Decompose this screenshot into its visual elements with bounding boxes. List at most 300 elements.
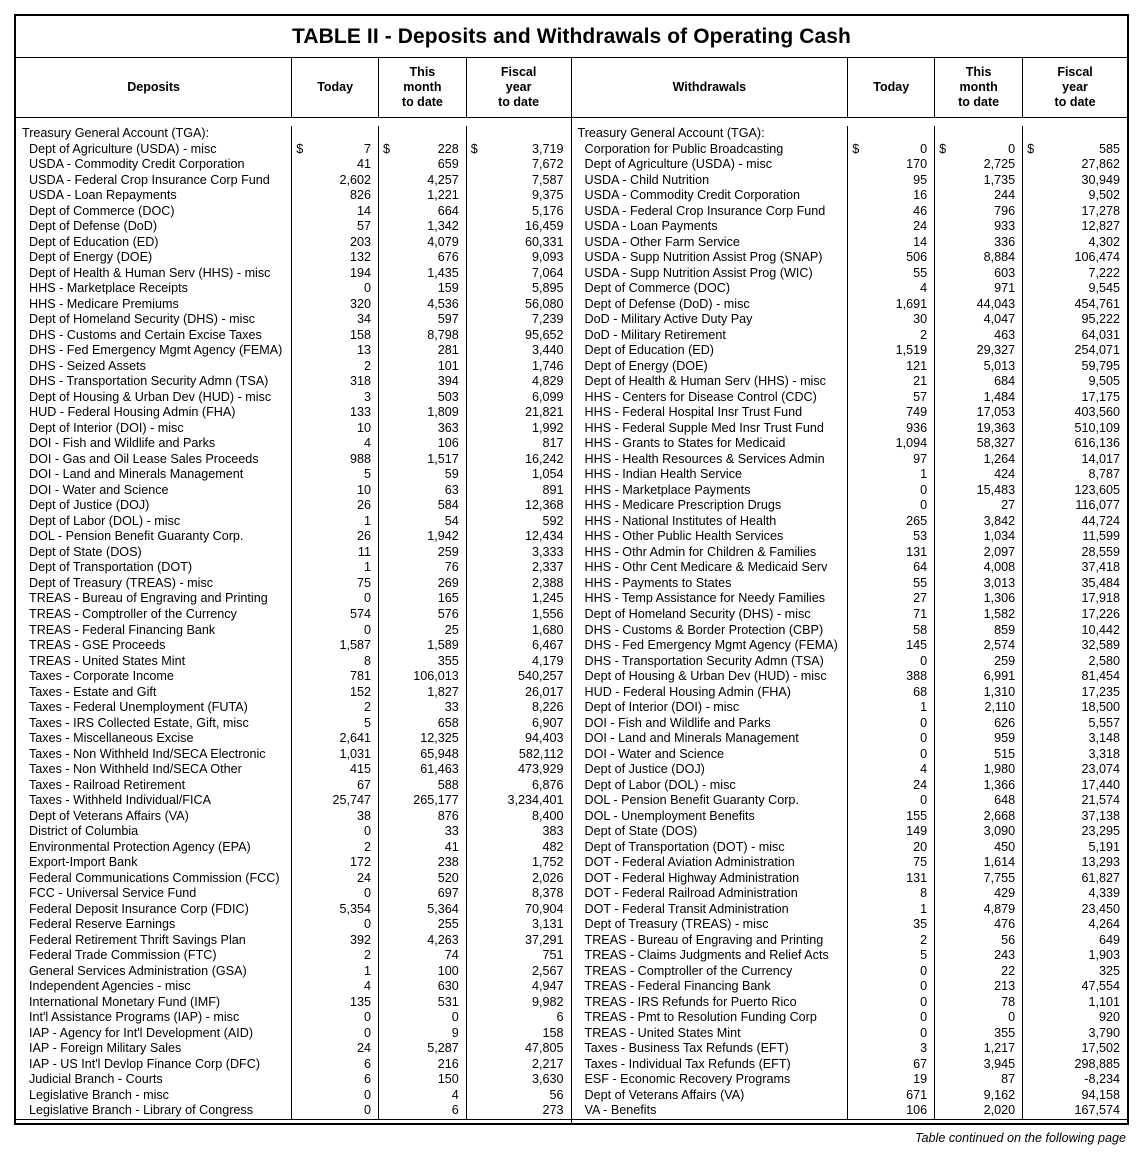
cell-fytd: [1022, 405, 1127, 421]
table-row: [16, 452, 571, 468]
row-label: DOL - Unemployment Benefits: [584, 808, 755, 823]
cell-value: 21: [913, 374, 928, 389]
cell-mtd: [378, 421, 466, 437]
cell-value: 75: [913, 855, 928, 870]
cell-value: 12,325: [420, 731, 459, 746]
cell-value: 4,829: [531, 374, 564, 389]
cell-value: 12,368: [524, 498, 564, 513]
cell-value: 70,904: [524, 901, 564, 916]
cell-mtd: [934, 312, 1022, 328]
cell-value: 56: [549, 1087, 564, 1102]
fytd-line-1: Fiscal: [1057, 65, 1093, 80]
cell-mtd: [934, 638, 1022, 654]
cell-mtd: [934, 250, 1022, 266]
cell-fytd: [1022, 979, 1127, 995]
row-label: USDA - Other Farm Service: [584, 234, 740, 249]
table-row: [572, 685, 1128, 701]
table-row: [572, 762, 1128, 778]
cell-today: [291, 1103, 378, 1119]
table-row: [16, 793, 571, 809]
row-label: TREAS - Bureau of Engraving and Printing: [584, 932, 824, 947]
cell-value: 34: [356, 312, 371, 327]
row-label: DHS - Fed Emergency Mgmt Agency (FEMA): [584, 638, 838, 653]
cell-value: 16: [913, 188, 928, 203]
cell-value: 65,948: [420, 746, 459, 761]
cell-value: 106,013: [413, 669, 459, 684]
cell-value: 1,942: [427, 529, 459, 544]
table-row: [572, 995, 1128, 1011]
cell-today: [847, 235, 934, 251]
table-row: [16, 436, 571, 452]
table-row: [16, 250, 571, 266]
cell-today: [291, 902, 378, 918]
row-label: TREAS - United States Mint: [29, 653, 186, 668]
table-row: [572, 188, 1128, 204]
cell-mtd: [378, 778, 466, 794]
cell-value: 75: [356, 575, 371, 590]
cell-value: 2: [363, 948, 371, 963]
cell-value: 7,755: [983, 870, 1016, 885]
cell-today: [847, 623, 934, 639]
table-row: [572, 374, 1128, 390]
cell-mtd: [934, 328, 1022, 344]
cell-value: 424: [994, 467, 1016, 482]
cell-value: 3,719: [531, 141, 564, 156]
cell-fytd: [1022, 250, 1127, 266]
cell-value: 2,388: [531, 575, 564, 590]
cell-today: [291, 266, 378, 282]
cell-value: 24: [356, 870, 371, 885]
cell-value: 2,217: [531, 1056, 564, 1071]
cell-value: 1,366: [983, 777, 1016, 792]
table-row: [16, 467, 571, 483]
cell-today: [847, 529, 934, 545]
cell-value: 30,949: [1081, 172, 1120, 187]
cell-value: 454,761: [1074, 296, 1120, 311]
cell-value: 74: [444, 948, 459, 963]
row-label: IAP - US Int'l Devlop Finance Corp (DFC): [29, 1056, 261, 1071]
cell-today: [291, 871, 378, 887]
table-row: [16, 762, 571, 778]
cell-value: 58,327: [976, 436, 1016, 451]
cell-value: 1,221: [427, 188, 459, 203]
cell-mtd: [934, 1010, 1022, 1026]
row-label: HHS - Health Resources & Services Admin: [584, 451, 825, 466]
cell-value: 363: [437, 420, 459, 435]
cell-mtd: [378, 591, 466, 607]
cell-mtd: [378, 219, 466, 235]
cell-value: 216: [437, 1056, 459, 1071]
cell-fytd: [466, 545, 571, 561]
empty-cell: [291, 126, 378, 142]
mtd-line-2: month: [959, 80, 998, 95]
cell-value: 131: [906, 870, 928, 885]
cell-value: 41: [444, 839, 459, 854]
section-label-row: [16, 126, 571, 142]
row-label: DOT - Federal Aviation Administration: [584, 855, 795, 870]
cell-mtd: [934, 452, 1022, 468]
cell-fytd: [1022, 700, 1127, 716]
table-row: [16, 157, 571, 173]
cell-value: 0: [920, 1025, 928, 1040]
cell-value: 1,484: [983, 389, 1016, 404]
table-row: [572, 1041, 1128, 1057]
row-label: HHS - Temp Assistance for Needy Families: [584, 591, 826, 606]
cell-value: 355: [994, 1025, 1016, 1040]
cell-fytd: [466, 793, 571, 809]
cell-fytd: [466, 855, 571, 871]
cell-fytd: [1022, 623, 1127, 639]
cell-fytd: [466, 747, 571, 763]
cell-value: 5,287: [427, 1041, 459, 1056]
table-row: [572, 235, 1128, 251]
cell-value: 2,110: [984, 700, 1016, 715]
row-label: Dept of Veterans Affairs (VA): [584, 1087, 745, 1102]
cell-value: 0: [363, 281, 371, 296]
cell-value: 1,054: [531, 467, 564, 482]
cell-today: [847, 250, 934, 266]
cell-value: 10: [356, 482, 371, 497]
cell-today: [847, 793, 934, 809]
cell-value: 473,929: [517, 762, 564, 777]
row-label: Taxes - Railroad Retirement: [29, 777, 186, 792]
cell-value: 23,450: [1081, 901, 1120, 916]
cell-value: 1,680: [531, 622, 564, 637]
cell-today: [291, 979, 378, 995]
table-row: [16, 514, 571, 530]
cell-today: [847, 731, 934, 747]
row-label: Dept of Transportation (DOT): [29, 560, 193, 575]
row-label: Taxes - Business Tax Refunds (EFT): [584, 1041, 789, 1056]
cell-mtd: [378, 498, 466, 514]
cell-today: [291, 359, 378, 375]
table-row: [572, 964, 1128, 980]
withdrawals-rows: [572, 118, 1128, 1123]
row-label: Environmental Protection Agency (EPA): [29, 839, 251, 854]
cell-value: 17,235: [1081, 684, 1120, 699]
cell-value: 7,064: [531, 265, 564, 280]
cell-mtd: [934, 669, 1022, 685]
row-label: DOI - Fish and Wildlife and Parks: [584, 715, 771, 730]
row-label: Taxes - Estate and Gift: [29, 684, 157, 699]
cell-value: 0: [920, 979, 928, 994]
table-row: [16, 747, 571, 763]
cell-value: 152: [349, 684, 371, 699]
cell-mtd: [378, 1041, 466, 1057]
table-row: [572, 669, 1128, 685]
cell-today: [291, 142, 378, 158]
cell-value: 30: [913, 312, 928, 327]
cell-value: 8,787: [1088, 467, 1120, 482]
row-label: Dept of Interior (DOI) - misc: [29, 420, 184, 435]
cell-value: 859: [994, 622, 1016, 637]
cell-mtd: [934, 809, 1022, 825]
cell-mtd: [378, 173, 466, 189]
table-row: [572, 498, 1128, 514]
cell-value: 2: [920, 327, 928, 342]
table-row: [572, 793, 1128, 809]
table-row: [16, 1010, 571, 1026]
table-row: [572, 390, 1128, 406]
cell-fytd: [1022, 1088, 1127, 1104]
cell-value: 817: [542, 436, 564, 451]
cell-fytd: [466, 902, 571, 918]
row-label: DoD - Military Active Duty Pay: [584, 312, 753, 327]
cell-fytd: [1022, 964, 1127, 980]
cell-value: 0: [363, 1025, 371, 1040]
cell-value: 19,363: [976, 420, 1016, 435]
table-row: [572, 312, 1128, 328]
cell-today: [847, 638, 934, 654]
cell-value: 4,536: [427, 296, 459, 311]
cell-fytd: [466, 871, 571, 887]
cell-value: 1,435: [427, 265, 459, 280]
cell-value: 1,517: [427, 451, 459, 466]
table-row: [16, 654, 571, 670]
cell-value: 44,043: [976, 296, 1016, 311]
cell-today: [291, 467, 378, 483]
row-label: USDA - Federal Crop Insurance Corp Fund: [584, 203, 826, 218]
cell-fytd: [466, 483, 571, 499]
cell-mtd: [934, 995, 1022, 1011]
row-label: DOT - Federal Railroad Administration: [584, 886, 798, 901]
fytd-line-3: to date: [1054, 94, 1096, 109]
cell-value: 2: [363, 358, 371, 373]
cell-value: 4: [920, 762, 928, 777]
row-label: Dept of Housing & Urban Dev (HUD) - misc: [29, 389, 272, 404]
cell-fytd: [466, 762, 571, 778]
cell-value: 281: [437, 343, 459, 358]
fytd-line-2: year: [1062, 80, 1088, 95]
table-row: [16, 933, 571, 949]
cell-value: 2,580: [1088, 653, 1120, 668]
cell-fytd: [1022, 731, 1127, 747]
cell-value: 5: [363, 715, 371, 730]
cell-value: 145: [906, 638, 928, 653]
cell-value: 626: [994, 715, 1016, 730]
cell-today: [847, 436, 934, 452]
cell-value: 891: [542, 482, 564, 497]
cell-fytd: [466, 964, 571, 980]
deposits-fiscal-year-to-date-column-header: [466, 58, 571, 117]
table-row: [572, 623, 1128, 639]
cell-value: 936: [906, 420, 928, 435]
cell-value: 450: [994, 839, 1016, 854]
cell-value: 7: [363, 141, 371, 156]
cell-value: 959: [994, 731, 1016, 746]
cell-value: 5,354: [339, 901, 371, 916]
table-row: [572, 1010, 1128, 1026]
row-label: Dept of State (DOS): [29, 544, 142, 559]
cell-today: [847, 266, 934, 282]
cell-mtd: [378, 545, 466, 561]
cell-value: 4,263: [427, 932, 459, 947]
cell-mtd: [378, 654, 466, 670]
cell-value: 5,557: [1088, 715, 1120, 730]
cell-mtd: [934, 716, 1022, 732]
cell-mtd: [934, 188, 1022, 204]
cell-value: 2,641: [339, 731, 371, 746]
cell-value: 23,074: [1081, 762, 1120, 777]
cell-value: 2: [920, 932, 928, 947]
cell-mtd: [378, 250, 466, 266]
table-row: [16, 405, 571, 421]
cell-today: [847, 1026, 934, 1042]
deposits-panel: [16, 58, 572, 1123]
row-label: TREAS - Comptroller of the Currency: [29, 606, 237, 621]
cell-value: 920: [1098, 1010, 1120, 1025]
table-row: [572, 731, 1128, 747]
mtd-line-3: to date: [958, 94, 1000, 109]
row-label: Dept of Agriculture (USDA) - misc: [29, 141, 217, 156]
cell-today: [291, 855, 378, 871]
table-row: [16, 669, 571, 685]
dollar-sign: $: [939, 141, 947, 156]
cell-mtd: [934, 359, 1022, 375]
cell-fytd: [1022, 390, 1127, 406]
table-row: [572, 654, 1128, 670]
cell-value: 826: [349, 188, 371, 203]
cell-value: 3,790: [1088, 1025, 1120, 1040]
cell-mtd: [378, 281, 466, 297]
cell-value: 0: [920, 1010, 928, 1025]
cell-value: 87: [1001, 1072, 1016, 1087]
table-row: [16, 591, 571, 607]
cell-mtd: [934, 591, 1022, 607]
empty-cell: [934, 126, 1022, 142]
cell-fytd: [466, 452, 571, 468]
cell-today: [291, 281, 378, 297]
cell-mtd: [934, 467, 1022, 483]
table-row: [572, 560, 1128, 576]
cell-value: 1,752: [531, 855, 564, 870]
cell-mtd: [378, 979, 466, 995]
cell-value: 616,136: [1074, 436, 1120, 451]
row-label: DHS - Fed Emergency Mgmt Agency (FEMA): [29, 343, 283, 358]
cell-value: 6,467: [531, 638, 564, 653]
cell-value: 259: [437, 544, 459, 559]
cell-value: 33: [444, 824, 459, 839]
cell-value: 584: [437, 498, 459, 513]
cell-fytd: [1022, 343, 1127, 359]
row-label: DOI - Land and Minerals Management: [29, 467, 244, 482]
cell-mtd: [378, 793, 466, 809]
cell-mtd: [378, 1072, 466, 1088]
cell-value: 1,094: [895, 436, 928, 451]
cell-today: [847, 390, 934, 406]
row-label: HHS - Othr Admin for Children & Families: [584, 544, 817, 559]
cell-mtd: [934, 436, 1022, 452]
cell-value: 55: [913, 265, 928, 280]
cell-mtd: [378, 607, 466, 623]
cell-value: 9,982: [531, 994, 564, 1009]
cell-today: [847, 716, 934, 732]
cell-value: 95,222: [1081, 312, 1120, 327]
cell-today: [291, 1088, 378, 1104]
row-label: DOI - Gas and Oil Lease Sales Proceeds: [29, 451, 259, 466]
cell-value: 4,339: [1088, 886, 1120, 901]
cell-value: 133: [349, 405, 371, 420]
cell-value: 1,735: [983, 172, 1016, 187]
cell-fytd: [1022, 235, 1127, 251]
cell-value: 9,162: [983, 1087, 1016, 1102]
mtd-line-1: This: [409, 65, 436, 80]
cell-fytd: [1022, 1103, 1127, 1119]
deposits-month-to-date-column-header: [378, 58, 466, 117]
row-label: TREAS - Bureau of Engraving and Printing: [29, 591, 268, 606]
cell-fytd: [466, 529, 571, 545]
cell-value: 3,842: [983, 513, 1016, 528]
cell-value: 659: [437, 157, 459, 172]
cell-value: 11: [357, 544, 371, 559]
cell-value: 9,502: [1088, 188, 1120, 203]
row-label: TREAS - Pmt to Resolution Funding Corp: [584, 1010, 817, 1025]
cell-value: 2,725: [983, 157, 1016, 172]
cell-mtd: [378, 917, 466, 933]
table-row: [572, 1057, 1128, 1073]
cell-value: 463: [994, 327, 1016, 342]
table-row: [572, 436, 1128, 452]
row-label: VA - Benefits: [584, 1103, 657, 1118]
cell-fytd: [466, 638, 571, 654]
table-row: [16, 623, 571, 639]
cell-today: [847, 328, 934, 344]
table-continuation-note: Table continued on the following page: [915, 1131, 1126, 1145]
cell-mtd: [378, 343, 466, 359]
table-row: [16, 1088, 571, 1104]
row-label: Taxes - Corporate Income: [29, 669, 174, 684]
cell-mtd: [934, 514, 1022, 530]
cell-value: 57: [356, 219, 371, 234]
row-label: HHS - Medicare Prescription Drugs: [584, 498, 782, 513]
cell-value: 13,293: [1081, 855, 1120, 870]
cell-fytd: [466, 886, 571, 902]
mtd-line-1: This: [965, 65, 992, 80]
table-row: [16, 173, 571, 189]
cell-fytd: [466, 173, 571, 189]
row-label: HHS - Payments to States: [584, 575, 732, 590]
cell-fytd: [1022, 188, 1127, 204]
cell-today: [847, 452, 934, 468]
cell-value: 510,109: [1074, 420, 1120, 435]
cell-today: [847, 514, 934, 530]
fytd-line-2: year: [505, 80, 532, 95]
withdrawals-panel: [572, 58, 1128, 1123]
cell-value: 149: [906, 824, 928, 839]
cell-mtd: [378, 188, 466, 204]
cell-fytd: [466, 405, 571, 421]
cell-today: [291, 607, 378, 623]
cell-value: 298,885: [1074, 1056, 1120, 1071]
cell-fytd: [1022, 374, 1127, 390]
row-label: USDA - Loan Repayments: [29, 188, 177, 203]
cell-value: 6: [363, 1056, 371, 1071]
cell-value: 7,587: [531, 172, 564, 187]
table-row: [16, 948, 571, 964]
cell-value: 8,884: [983, 250, 1016, 265]
row-label: DHS - Seized Assets: [29, 358, 146, 373]
cell-mtd: [378, 359, 466, 375]
table-row: [16, 498, 571, 514]
cell-fytd: [1022, 281, 1127, 297]
cell-value: 318: [349, 374, 371, 389]
row-label: USDA - Supp Nutrition Assist Prog (SNAP): [584, 250, 823, 265]
cell-fytd: [1022, 716, 1127, 732]
body-bottom-rule: [572, 1119, 1128, 1120]
cell-fytd: [466, 142, 571, 158]
cell-mtd: [934, 747, 1022, 763]
cell-mtd: [934, 824, 1022, 840]
